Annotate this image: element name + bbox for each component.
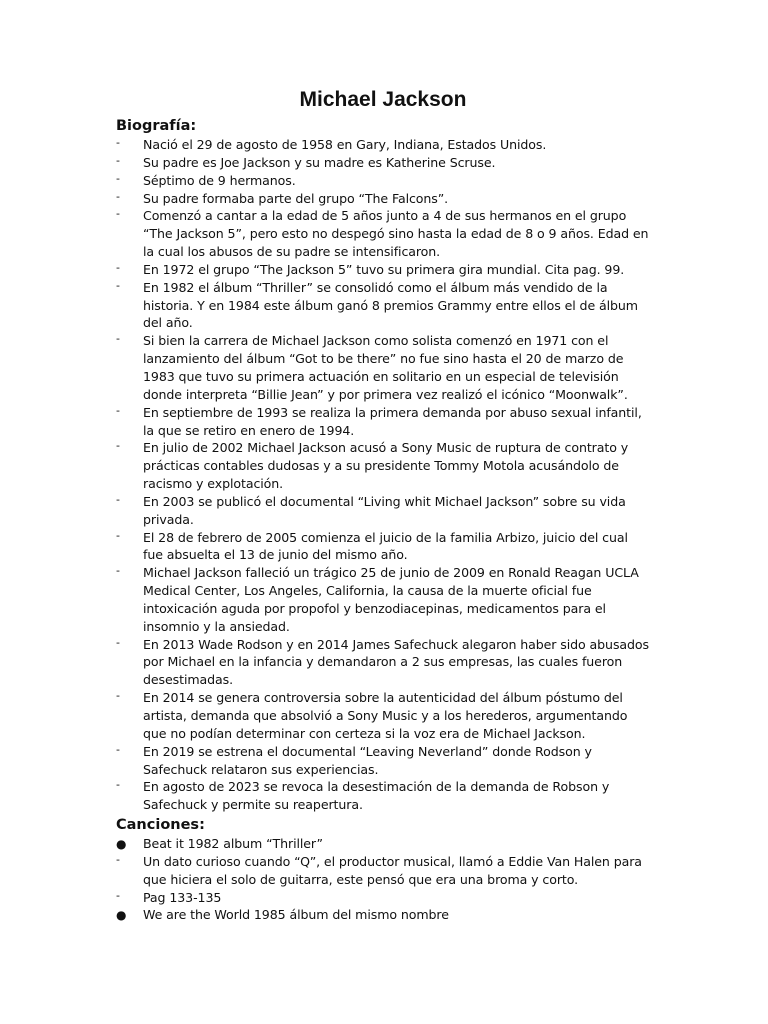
bullet-marker: ● [116, 908, 127, 923]
list-item [116, 636, 650, 690]
list-item [116, 439, 650, 493]
list-item [116, 279, 650, 333]
list-item [116, 906, 650, 924]
dash-marker: - [116, 439, 120, 453]
list-item-text: Séptimo de 9 hermanos. [143, 172, 296, 188]
dash-marker: - [116, 635, 120, 649]
list-item [116, 689, 650, 743]
list-item-text: Michael Jackson falleció un trágico 25 de junio de 2009 en Ronald Reagan UCLA Medical Center, Los Angeles, California, la causa de la muerte oficial fue intoxicación aguda por propofol y benzodiacepinas, medicamentos para el insomnio y la ansiedad. [143, 565, 639, 634]
dash-marker: - [116, 564, 120, 578]
list-item-text: En septiembre de 1993 se realiza la primera demanda por abuso sexual infantil, la que se retiro en enero de 1994. [143, 404, 642, 438]
list-item-text: Beat it 1982 album “Thriller” [143, 836, 323, 852]
document-title: Michael Jackson [299, 88, 467, 111]
list-item-text: En julio de 2002 Michael Jackson acusó a Sony Music de ruptura de contrato y prácticas contables dudosas y a su presidente Tommy Motola acusándolo de racismo y explotación. [143, 440, 629, 492]
list-item [116, 889, 650, 907]
list-item-text: En 2019 se estrena el documental “Leaving Neverland” donde Rodson y Safechuck relataron sus experiencias. [143, 743, 592, 777]
list-item [116, 261, 650, 279]
section-canciones [116, 816, 650, 924]
dash-marker: - [116, 207, 120, 221]
list-item [116, 404, 650, 440]
list-item [116, 529, 650, 565]
list-item [116, 136, 650, 154]
list-item-text: En 1972 el grupo “The Jackson 5” tuvo su primera gira mundial. Cita pag. 99. [143, 261, 625, 277]
dash-marker: - [116, 852, 120, 866]
list-item-text: El 28 de febrero de 2005 comienza el juicio de la familia Arbizo, juicio del cual fue absuelta el 13 de junio del mismo año. [143, 529, 628, 563]
list-item-text: Pag 133-135 [143, 889, 222, 905]
list-item [116, 190, 650, 208]
document-body [116, 117, 650, 924]
list-item-text: En 1982 el álbum “Thriller” se consolidó como el álbum más vendido de la historia. Y en 1984 este álbum ganó 8 premios Grammy entre ellos el de álbum del año. [143, 279, 638, 331]
dash-marker: - [116, 260, 120, 274]
dash-marker: - [116, 689, 120, 703]
dash-marker: - [116, 136, 120, 149]
section-heading: Canciones: [116, 817, 205, 834]
list-item [116, 778, 650, 814]
item-list [116, 136, 650, 814]
dash-marker: - [116, 171, 120, 185]
section-biografia [116, 117, 650, 814]
dash-marker: - [116, 153, 120, 167]
list-item [116, 853, 650, 889]
list-item [116, 743, 650, 779]
list-item-text: Comenzó a cantar a la edad de 5 años junto a 4 de sus hermanos en el grupo “The Jackson 5”, pero esto no despegó sino hasta la edad de 8 o 9 años. Edad en la cual los abusos de su padre se intensificaron. [143, 208, 649, 260]
list-item-text: En 2014 se genera controversia sobre la autenticidad del álbum póstumo del artista, demanda que absolvió a Sony Music y a los herederos, argumentando que no podían determinar con certeza si la voz era de Michael Jackson. [143, 690, 628, 741]
list-item [116, 564, 650, 635]
list-item [116, 835, 650, 853]
list-item-text: Un dato curioso cuando “Q”, el productor musical, llamó a Eddie Van Halen para que hiciera el solo de guitarra, este pensó que era una broma y corto. [143, 853, 642, 887]
list-item-text: En 2013 Wade Rodson y en 2014 James Safechuck alegaron haber sido abusados por Michael en la infancia y demandaron a 2 sus empresas, las cuales fueron desestimadas. [143, 636, 649, 688]
item-list [116, 835, 650, 924]
section-heading: Biografía: [116, 118, 197, 134]
list-item-text: Su padre formaba parte del grupo “The Falcons”. [143, 190, 449, 206]
list-item [116, 154, 650, 172]
dash-marker: - [116, 278, 120, 292]
dash-marker: - [116, 888, 120, 902]
dash-marker: - [116, 332, 120, 346]
dash-marker: - [116, 189, 120, 203]
dash-marker: - [116, 403, 120, 417]
dash-marker: - [116, 742, 120, 756]
dash-marker: - [116, 528, 120, 542]
list-item-text: We are the World 1985 álbum del mismo nombre [143, 907, 449, 923]
bullet-marker: ● [116, 837, 127, 852]
list-item-text: En agosto de 2023 se revoca la desestimación de la demanda de Robson y Safechuck y permite su reapertura. [143, 779, 610, 813]
list-item [116, 493, 650, 529]
dash-marker: - [116, 492, 120, 506]
list-item [116, 332, 650, 403]
list-item-text: Si bien la carrera de Michael Jackson como solista comenzó en 1971 con el lanzamiento del álbum “Got to be there” no fue sino hasta el 20 de marzo de 1983 que tuvo su primera actuación en solitario en un especial de televisión donde interpreta “Billie Jean” y por primera vez realizó el icónico “Moonwalk”. [143, 333, 628, 402]
list-item-text: En 2003 se publicó el documental “Living whit Michael Jackson” sobre su vida privada. [143, 493, 626, 527]
list-item-text: Su padre es Joe Jackson y su madre es Katherine Scruse. [143, 154, 496, 170]
list-item [116, 207, 650, 261]
list-item [116, 172, 650, 190]
list-item-text: Nació el 29 de agosto de 1958 en Gary, Indiana, Estados Unidos. [143, 137, 547, 152]
dash-marker: - [116, 778, 120, 792]
